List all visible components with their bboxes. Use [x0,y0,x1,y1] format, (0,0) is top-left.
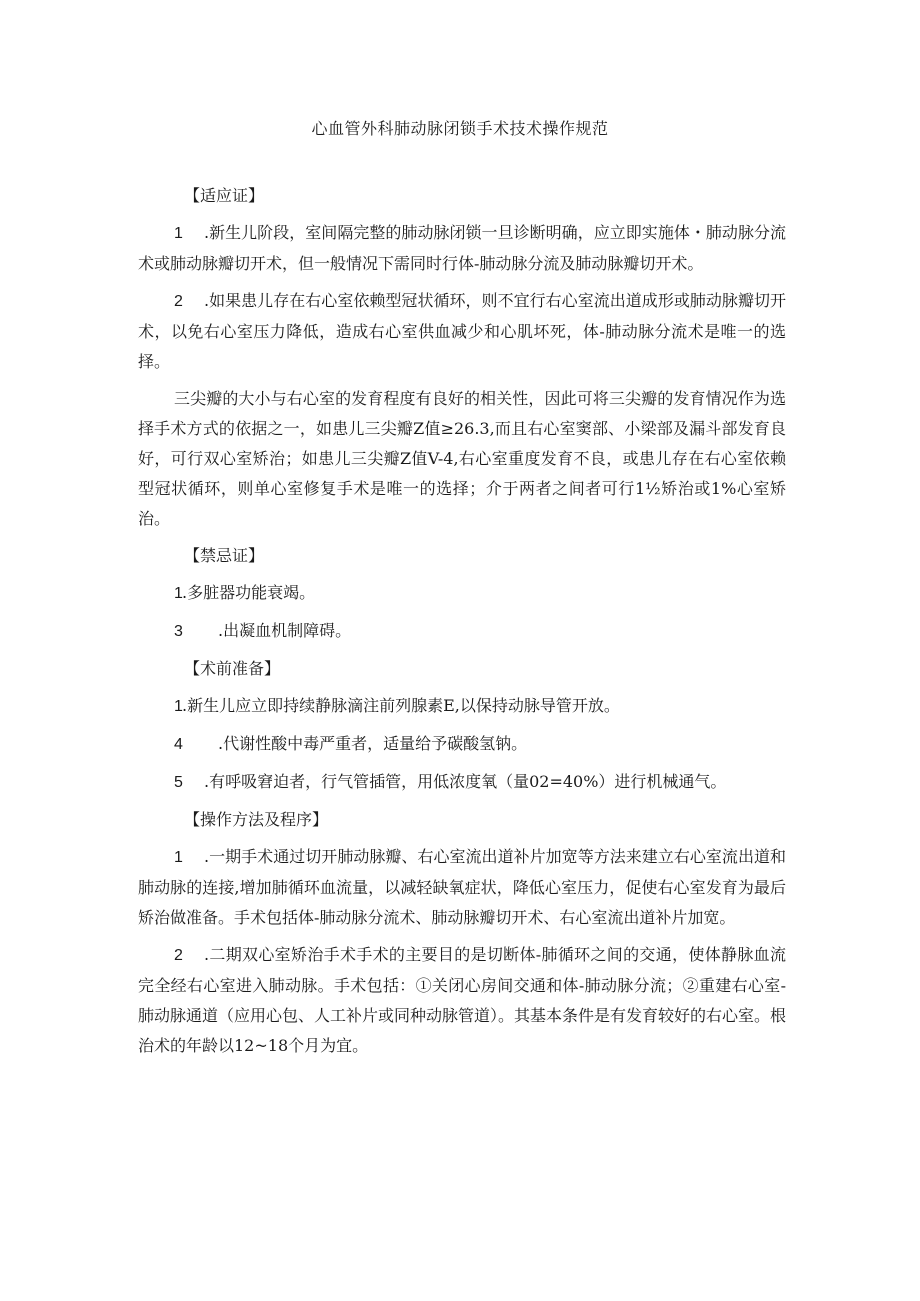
item-number: 1 [174,585,183,602]
item-number: 4 [174,736,183,753]
indication-paragraph: 三尖瓣的大小与右心室的发育程度有良好的相关性，因此可将三尖瓣的发育情况作为选择手术方式的依据之一，如患儿三尖瓣Z值≥26.3,而且右心室窦部、小梁部及漏斗部发育良好，可行双心室矫治；如患儿三尖瓣Z值V-4,右心室重度发育不良，或患儿存在右心室依赖型冠状循环，则单心室修复手术是唯一的选择；介于两者之间者可行1½矫治或1%心室矫治。 [138,389,786,528]
item-text: .出凝血机制障碍。 [218,621,352,640]
item-number: 5 [174,774,183,791]
item-text: .如果患儿存在右心室依赖型冠状循环，则不宜行右心室流出道成形或肺动脉瓣切开术，以免右心室压力降低，造成右心室供血减少和心肌坏死，体-肺动脉分流术是唯一的选择。 [138,291,786,371]
section-heading-preop: 【术前准备】 [184,659,281,678]
section-heading-contraindications: 【禁忌证】 [184,546,265,565]
item-number: 1 [174,849,183,866]
item-number: 2 [174,293,183,310]
indication-item-2 [138,286,786,377]
preop-item-4 [138,729,786,760]
item-text: .多脏器功能衰竭。 [182,583,316,602]
contraindication-item-1 [138,578,786,609]
preop-item-1 [138,691,786,722]
contraindication-item-3 [138,616,786,647]
preop-item-5 [138,767,786,798]
page-title: 心血管外科肺动脉闭锁手术技术操作规范 [311,119,609,138]
section-heading-procedure: 【操作方法及程序】 [184,810,329,829]
indication-item-1 [138,218,786,279]
procedure-item-2 [138,940,786,1061]
item-text: .新生儿应立即持续静脉滴注前列腺素E,以保持动脉导管开放。 [182,696,620,715]
item-number: 1 [174,698,183,715]
procedure-item-1 [138,842,786,933]
item-text: .有呼吸窘迫者，行气管插管，用低浓度氧（量02=40%）进行机械通气。 [204,772,727,791]
item-text: .一期手术通过切开肺动脉瓣、右心室流出道补片加宽等方法来建立右心室流出道和肺动脉的连接,增加肺循环血流量，以减轻缺氧症状，降低心室压力，促使右心室发育为最后矫治做准备。手术包括体-肺动脉分流术、肺动脉瓣切开术、右心室流出道补片加宽。 [138,847,786,927]
section-heading-indications: 【适应证】 [184,186,265,205]
item-number: 2 [174,947,183,964]
document-body [138,181,786,1068]
item-text: .新生儿阶段，室间隔完整的肺动脉闭锁一旦诊断明确，应立即实施体・肺动脉分流术或肺动脉瓣切开术，但一般情况下需同时行体-肺动脉分流及肺动脉瓣切开术。 [138,223,786,273]
item-number: 1 [174,225,183,242]
item-text: .二期双心室矫治手术手术的主要目的是切断体-肺循环之间的交通，使体静脉血流完全经右心室进入肺动脉。手术包括：①关闭心房间交通和体-肺动脉分流；②重建右心室-肺动脉通道（应用心包、人工补片或同种动脉管道）。其基本条件是有发育较好的右心室。根治术的年龄以12~18个月为宜。 [138,945,787,1055]
item-number: 3 [174,623,183,640]
item-text: .代谢性酸中毒严重者，适量给予碳酸氢钠。 [218,734,528,753]
